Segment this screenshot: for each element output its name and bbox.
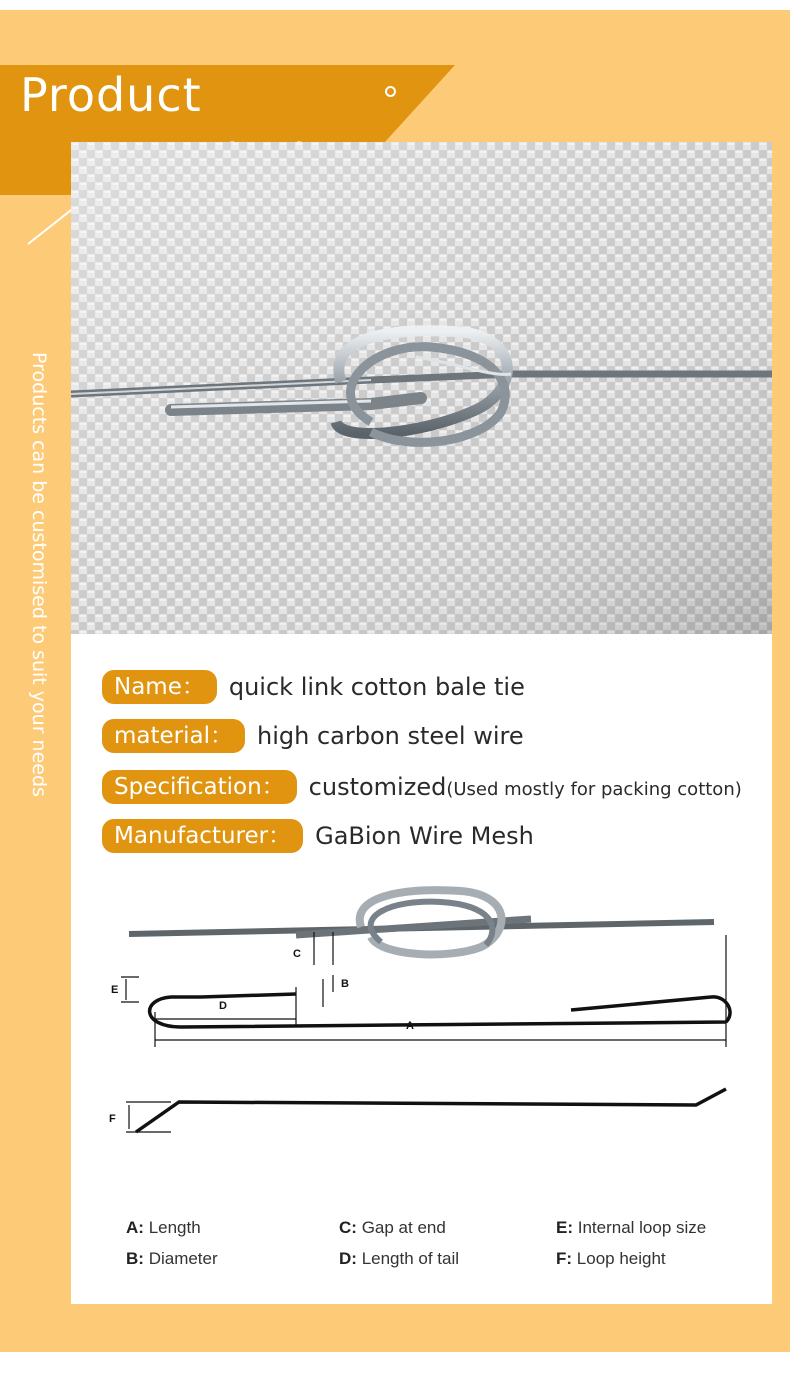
spec-value-specification	[309, 773, 742, 801]
spec-value-name: quick link cotton bale tie	[228, 673, 525, 701]
dim-label-b: B	[341, 978, 349, 990]
spec-row-material	[102, 718, 524, 754]
legend-key: C:	[339, 1218, 357, 1237]
spec-row-specification	[102, 769, 742, 805]
legend-text: Length of tail	[361, 1249, 460, 1268]
spec-row-manufacturer	[102, 818, 534, 854]
spec-label-specification: Specification：	[102, 770, 297, 804]
dim-label-d: D	[219, 1000, 227, 1012]
legend-text: Gap at end	[361, 1218, 446, 1237]
legend-item	[126, 1249, 218, 1269]
legend-key: E:	[556, 1218, 573, 1237]
spec-label-manufacturer: Manufacturer：	[102, 819, 303, 853]
degree-mark-icon	[385, 86, 396, 97]
dim-label-c: C	[293, 948, 301, 960]
side-caption: Products can be customised to suit your needs	[28, 352, 50, 797]
spec-value-manufacturer: GaBion Wire Mesh	[315, 822, 534, 850]
legend-text: Internal loop size	[577, 1218, 707, 1237]
spec-value-specification-note: (Used mostly for packing cotton)	[446, 779, 742, 800]
legend-key: F:	[556, 1249, 573, 1268]
tie-illustration	[129, 890, 714, 954]
legend-text: Diameter	[148, 1249, 218, 1268]
content-card	[71, 142, 772, 1304]
dim-label-a: A	[406, 1020, 414, 1032]
spec-value-specification-main: customized	[308, 773, 447, 801]
legend-key: B:	[126, 1249, 144, 1268]
legend-item	[339, 1218, 446, 1238]
legend-item	[556, 1249, 666, 1269]
product-photo	[71, 142, 772, 634]
title-line-1: Product	[20, 68, 202, 122]
dim-label-f: F	[109, 1113, 116, 1125]
spec-row-name	[102, 669, 525, 705]
legend-item	[339, 1249, 459, 1269]
dimension-drawing	[121, 932, 730, 1132]
spec-label-material: material：	[102, 719, 245, 753]
dim-label-e: E	[111, 984, 119, 996]
legend-key: D:	[339, 1249, 357, 1268]
spec-value-material: high carbon steel wire	[257, 722, 524, 750]
legend-item	[556, 1218, 706, 1238]
legend-text: Loop height	[576, 1249, 666, 1268]
legend-text: Length	[148, 1218, 201, 1237]
legend-item	[126, 1218, 201, 1238]
dimension-diagram	[71, 877, 772, 1177]
spec-label-name: Name：	[102, 670, 217, 704]
legend-key: A:	[126, 1218, 144, 1237]
